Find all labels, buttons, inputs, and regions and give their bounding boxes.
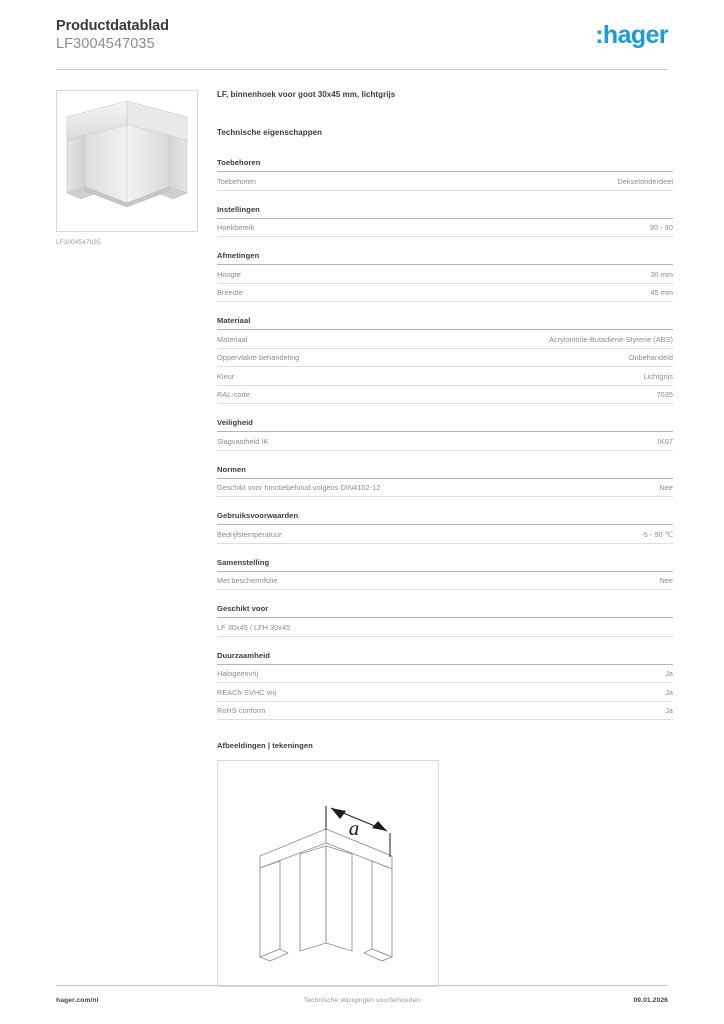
spec-row <box>217 702 673 721</box>
spec-row <box>217 284 673 303</box>
product-image-caption: LF3004547035 <box>56 239 101 246</box>
spec-group-heading: Veiligheid <box>217 418 673 432</box>
spec-group <box>217 158 673 191</box>
spec-label: Kleur <box>217 371 235 381</box>
spec-label: Breedte <box>217 288 243 297</box>
spec-value: 30 mm <box>650 269 673 279</box>
header-divider <box>56 69 668 70</box>
spec-group <box>217 205 673 238</box>
spec-row <box>217 219 673 238</box>
spec-value: Onbehandeld <box>628 353 673 362</box>
technical-properties-title: Technische eigenschappen <box>217 128 323 137</box>
product-photo-inside-corner-icon <box>57 91 197 231</box>
spec-value: Acrylonitrile-Butadiene-Styrene (ABS) <box>549 334 673 344</box>
spec-groups <box>217 158 673 720</box>
spec-group-heading: Afmetingen <box>217 251 673 265</box>
spec-label: Bedrijfstemperatuur <box>217 529 282 539</box>
spec-group-heading: Materiaal <box>217 316 673 330</box>
spec-row <box>217 349 673 368</box>
dimension-arrow-right-icon <box>372 821 387 831</box>
page-title: Productdatablad <box>56 18 169 34</box>
spec-label: LF 30x45 / LFH 30x45 <box>217 622 291 632</box>
footer-date: 09.01.2026 <box>633 997 668 1004</box>
spec-label: RAL-code <box>217 390 250 399</box>
page-header <box>56 18 668 68</box>
spec-row <box>217 618 673 637</box>
spec-group-heading: Duurzaamheid <box>217 651 673 665</box>
spec-row <box>217 265 673 284</box>
spec-value: 7035 <box>656 390 673 399</box>
spec-value: Ja <box>665 669 673 678</box>
spec-row <box>217 330 673 349</box>
spec-row <box>217 572 673 591</box>
spec-label: Halogeenvrij <box>217 669 259 678</box>
technical-drawing[interactable] <box>217 760 439 987</box>
technical-drawing-inside-corner-icon <box>218 761 438 986</box>
spec-row <box>217 386 673 405</box>
footer-disclaimer: Technische wijzigingen voorbehouden <box>303 997 421 1004</box>
dimension-label: a <box>348 816 360 840</box>
spec-group <box>217 251 673 302</box>
spec-row <box>217 172 673 191</box>
specifications-column <box>217 90 673 987</box>
product-name: LF, binnenhoek voor goot 30x45 mm, lichtgrijs <box>217 90 396 99</box>
spec-label: Hoekbereik <box>217 223 255 232</box>
spec-value: 90 - 90 <box>649 223 673 232</box>
spec-group <box>217 511 673 544</box>
hager-logo[interactable]: :hager <box>595 21 668 49</box>
spec-label: Toebehoren <box>217 176 257 186</box>
spec-label: Materiaal <box>217 334 248 344</box>
spec-label: Met beschermfolie <box>217 576 278 585</box>
spec-group-heading: Toebehoren <box>217 158 673 172</box>
spec-label: Oppervlakte behandeling <box>217 353 300 362</box>
spec-value: Nee <box>659 483 673 492</box>
product-image[interactable] <box>56 90 198 232</box>
product-figure <box>56 90 200 246</box>
dimension-arrow-left-icon <box>331 808 346 819</box>
spec-row <box>217 479 673 498</box>
spec-row <box>217 432 673 451</box>
spec-row <box>217 665 673 684</box>
spec-group <box>217 316 673 404</box>
spec-value: Dekselonderdeel <box>617 176 673 186</box>
spec-label: Hoogte <box>217 269 241 279</box>
spec-group <box>217 558 673 591</box>
product-reference: LF3004547035 <box>56 36 155 52</box>
page-footer <box>56 997 668 1011</box>
spec-value: -5 - 90 ℃ <box>641 529 673 539</box>
spec-label: Slagvastheid IK <box>217 436 269 446</box>
drawings-section <box>217 741 673 987</box>
spec-value: 45 mm <box>650 288 673 297</box>
footer-website-link[interactable]: hager.com/nl <box>56 997 99 1004</box>
spec-label: RoHS conform <box>217 706 266 715</box>
drawings-heading: Afbeeldingen | tekeningen <box>217 741 313 750</box>
footer-divider <box>56 985 668 986</box>
spec-group <box>217 604 673 637</box>
spec-group-heading: Instellingen <box>217 205 673 219</box>
spec-group <box>217 418 673 451</box>
spec-row <box>217 367 673 386</box>
spec-group-heading: Geschikt voor <box>217 604 673 618</box>
spec-group-heading: Gebruiksvoorwaarden <box>217 511 673 525</box>
spec-value: Lichtgrijs <box>643 371 673 381</box>
spec-group-heading: Samenstelling <box>217 558 673 572</box>
spec-value: Ja <box>665 706 673 715</box>
spec-group <box>217 465 673 498</box>
spec-group-heading: Normen <box>217 465 673 479</box>
spec-group <box>217 651 673 721</box>
spec-value: Nee <box>659 576 673 585</box>
spec-value: IK07 <box>657 436 673 446</box>
spec-label: REACh-SVHC vrij <box>217 687 277 697</box>
spec-label: Geschikt voor functiebehoud volgens DIN4102-12 <box>217 483 381 492</box>
spec-value: Ja <box>665 687 673 697</box>
spec-row <box>217 525 673 544</box>
spec-row <box>217 683 673 702</box>
